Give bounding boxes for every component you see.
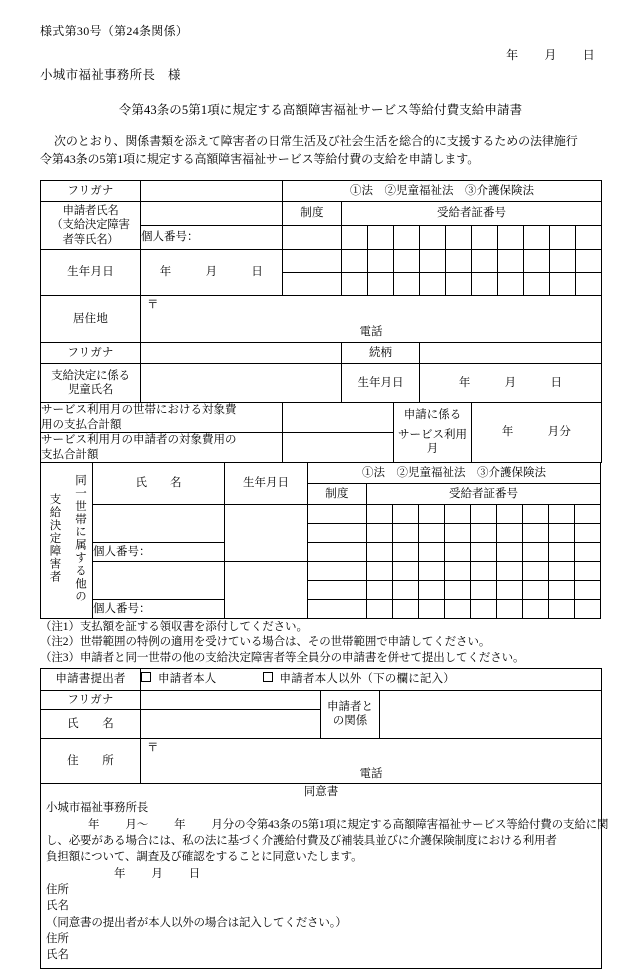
cert-cell[interactable] — [446, 226, 472, 250]
cert-cell[interactable] — [575, 543, 601, 562]
table-row — [41, 343, 602, 364]
consent-date-year: 年 — [114, 867, 126, 880]
cert-cell[interactable] — [576, 226, 602, 250]
cert-cell[interactable] — [550, 226, 576, 250]
table-row — [41, 364, 602, 403]
consent-line-2: し、必要がある場合には、私の法に基づく介護給付費及び補装具並びに介護保険制度における利用者 — [46, 834, 557, 847]
cert-cell[interactable] — [523, 600, 549, 619]
cert-cell[interactable] — [394, 273, 420, 296]
applicant-total-label — [41, 433, 283, 463]
note-2: （注2）世帯範囲の特例の適用を受けている場合は、その世帯範囲で申請してください。 — [40, 636, 491, 649]
cert-cell[interactable] — [342, 250, 368, 273]
applicant-name-value[interactable] — [141, 202, 283, 226]
cert-cell[interactable] — [342, 226, 368, 250]
form-number: 様式第30号（第24条関係） — [40, 24, 189, 38]
cert-cell[interactable] — [523, 524, 549, 543]
cert-cell[interactable] — [393, 524, 419, 543]
cert-cell[interactable] — [368, 226, 394, 250]
header-date-month: 月 — [544, 48, 557, 62]
note-3: （注3）申請者と同一世帯の他の支給決定障害者等全員分の申請書を併せて提出してください。 — [40, 651, 525, 664]
service-month-year: 年 — [501, 426, 514, 439]
household-system-cell[interactable] — [308, 562, 367, 581]
child-name-label-line1: 支給決定に係る — [51, 369, 130, 382]
cert-cell[interactable] — [419, 524, 445, 543]
table-row — [41, 505, 601, 524]
applicant-birth-month: 月 — [205, 266, 218, 279]
household-birth-header: 生年月日 — [225, 463, 308, 505]
consent-addressee: 小城市福祉事務所長 — [46, 802, 149, 815]
household-member-1-my-number[interactable] — [93, 543, 225, 562]
cert-cell[interactable] — [446, 250, 472, 273]
submitter-other-checkbox[interactable] — [263, 672, 273, 682]
household-total-label — [41, 403, 283, 433]
submitter-furigana-label: フリガナ — [41, 690, 141, 709]
applicant-name-label-line2: （支給決定障害 — [51, 219, 130, 232]
consent-period-month-to: 月分の令第43条の5第1項に規定する高額障害福祉サービス等給付費の支給に関 — [211, 818, 609, 831]
cert-cell[interactable] — [576, 250, 602, 273]
table-row — [41, 600, 601, 619]
household-member-1-my-number-label: 個人番号： — [93, 545, 151, 558]
applicant-total-line2: 支払合計額 — [41, 448, 99, 461]
table-row — [41, 690, 602, 709]
household-member-2-birth[interactable] — [225, 562, 308, 619]
cert-cell[interactable] — [342, 273, 368, 296]
cert-cell[interactable] — [394, 250, 420, 273]
table-row — [41, 668, 602, 690]
child-name-label-line2: 児童氏名 — [68, 384, 113, 396]
child-name-label — [41, 364, 141, 403]
consent-proxy-note: （同意書の提出者が本人以外の場合は記入してください。） — [46, 916, 347, 929]
child-birth-label: 生年月日 — [342, 364, 420, 403]
service-month-month: 月分 — [547, 426, 572, 439]
submitter-name-label: 氏 名 — [41, 709, 141, 738]
submitter-relation-value[interactable] — [380, 690, 602, 738]
applicant-name-label — [41, 202, 141, 250]
cert-cell[interactable] — [523, 581, 549, 600]
applicant-name-label-line1: 申請者氏名 — [62, 204, 119, 217]
cert-cell[interactable] — [394, 226, 420, 250]
consent-proxy-name-label[interactable]: 氏名 — [46, 949, 69, 962]
cert-cell[interactable] — [393, 562, 419, 581]
table-row — [41, 250, 602, 273]
consent-date-line — [46, 866, 596, 882]
consent-title: 同意書 — [303, 785, 339, 798]
household-name-header: 氏 名 — [93, 463, 225, 505]
applicant-birth-day: 日 — [251, 266, 264, 279]
table-row — [41, 403, 602, 433]
applicant-birth-label: 生年月日 — [41, 250, 141, 296]
cert-cell[interactable] — [523, 562, 549, 581]
service-month-label-line2: サービス利用月 — [398, 428, 467, 456]
submitter-relation-label-line1: 申請者と — [327, 700, 373, 713]
household-total-line1: サービス利用月の世帯における対象費 — [41, 404, 237, 417]
intro-line-2: 令第43条の5第1項に規定する高額障害福祉サービス等給付費の支給を申請します。 — [40, 152, 480, 166]
cert-cell[interactable] — [524, 273, 550, 296]
consent-date-month: 月 — [151, 867, 163, 880]
cert-cell[interactable] — [367, 562, 393, 581]
cert-cell[interactable] — [549, 600, 575, 619]
residence-label: 居住地 — [41, 296, 141, 343]
cert-cell[interactable] — [523, 543, 549, 562]
cert-cell[interactable] — [575, 600, 601, 619]
cert-cell[interactable] — [420, 273, 446, 296]
consent-date-day: 日 — [188, 867, 201, 880]
household-system-cell[interactable] — [308, 524, 367, 543]
household-member-1-name[interactable] — [93, 505, 225, 543]
header-date-year: 年 — [506, 48, 519, 62]
consent-line-3: 負担額について、調査及び確認をすることに同意いたします。 — [46, 851, 363, 864]
residence-tel-label: 電話 — [359, 326, 383, 339]
applicant-name-label-line3: 者等氏名） — [62, 233, 119, 246]
applicant-total-line1: サービス利用月の申請者の対象費用の — [41, 434, 237, 447]
applicant-furigana-value[interactable] — [141, 181, 283, 202]
household-system-cell[interactable] — [308, 600, 367, 619]
submitter-option-self: 申請者本人 — [158, 673, 217, 686]
submitter-tel-label: 電話 — [359, 768, 383, 781]
cert-cell[interactable] — [498, 226, 524, 250]
cert-cell[interactable] — [367, 524, 393, 543]
cert-cell[interactable] — [471, 524, 497, 543]
cert-cell[interactable] — [472, 273, 498, 296]
applicant-furigana-label: フリガナ — [41, 181, 141, 202]
cert-cell[interactable] — [471, 543, 497, 562]
cert-cell[interactable] — [472, 250, 498, 273]
cert-cell[interactable] — [549, 581, 575, 600]
submitter-relation-label — [321, 690, 380, 738]
cert-cell[interactable] — [420, 250, 446, 273]
applicant-total-value[interactable] — [283, 433, 394, 463]
household-vertical-label-left — [41, 463, 67, 619]
cert-cell[interactable] — [576, 273, 602, 296]
applicant-birth-year: 年 — [159, 266, 172, 279]
consent-period-month-from: 月～ — [125, 818, 149, 831]
cert-cell[interactable] — [524, 226, 550, 250]
cert-cell[interactable] — [498, 273, 524, 296]
child-birth-year: 年 — [458, 376, 471, 389]
cert-cell[interactable] — [497, 600, 523, 619]
household-system-cell[interactable] — [308, 505, 367, 524]
cert-cell[interactable] — [393, 600, 419, 619]
page-title: 令第43条の5第1項に規定する高額障害福祉サービス等給付費支給申請書 — [118, 103, 523, 117]
applicant-law-options: ①法 ②児童福祉法 ③介護保険法 — [283, 181, 602, 202]
cert-cell[interactable] — [575, 505, 601, 524]
cert-cell[interactable] — [419, 505, 445, 524]
table-row — [41, 543, 601, 562]
header-date-day: 日 — [582, 48, 595, 62]
child-birth-day: 日 — [550, 376, 563, 389]
cert-cell[interactable] — [498, 250, 524, 273]
cert-cell[interactable] — [471, 505, 497, 524]
cert-cell[interactable] — [445, 505, 471, 524]
cert-cell[interactable] — [550, 250, 576, 273]
table-row — [41, 296, 602, 343]
household-member-1-birth[interactable] — [225, 505, 308, 562]
child-relation-label: 続柄 — [342, 343, 420, 364]
household-vertical-label-left-text: 支給決定障害者 — [48, 493, 61, 584]
household-member-2-my-number-label: 個人番号： — [93, 602, 151, 615]
household-total-value[interactable] — [283, 403, 394, 433]
cert-cell[interactable] — [497, 505, 523, 524]
child-furigana-value[interactable] — [141, 343, 342, 364]
cert-cell[interactable] — [445, 581, 471, 600]
cert-cell[interactable] — [549, 562, 575, 581]
cert-cell[interactable] — [549, 543, 575, 562]
household-law-options: ①法 ②児童福祉法 ③介護保険法 — [308, 463, 601, 484]
household-vertical-label-right-text: 同一世帯に属する他の — [74, 473, 86, 603]
cert-cell[interactable] — [445, 600, 471, 619]
submitter-name-value[interactable] — [141, 709, 321, 738]
household-vertical-label-right — [67, 463, 93, 619]
applicant-birth-value[interactable] — [141, 250, 283, 296]
cert-cell[interactable] — [445, 524, 471, 543]
cert-cell[interactable] — [549, 505, 575, 524]
cert-cell[interactable] — [367, 581, 393, 600]
cert-cell[interactable] — [367, 505, 393, 524]
submitter-options — [141, 668, 602, 690]
cert-cell[interactable] — [445, 562, 471, 581]
cert-cell[interactable] — [419, 562, 445, 581]
consent-name-label[interactable]: 氏名 — [46, 900, 69, 913]
household-member-2-my-number[interactable] — [93, 600, 225, 619]
cert-cell[interactable] — [472, 226, 498, 250]
cert-cell[interactable] — [368, 273, 394, 296]
cert-cell[interactable] — [445, 543, 471, 562]
cert-cell[interactable] — [497, 581, 523, 600]
child-furigana-label: フリガナ — [41, 343, 141, 364]
submitter-option-other: 申請者本人以外（下の欄に記入） — [279, 673, 455, 686]
cert-cell[interactable] — [446, 273, 472, 296]
cert-cell[interactable] — [497, 524, 523, 543]
cert-cell[interactable] — [419, 543, 445, 562]
residence-value[interactable] — [141, 296, 602, 343]
service-month-label-line1: 申請に係る — [403, 409, 462, 422]
postal-mark-icon: 〒 — [147, 299, 159, 311]
household-members-table — [40, 462, 601, 619]
cert-cell[interactable] — [471, 581, 497, 600]
table-row — [41, 738, 602, 783]
applicant-my-number-field[interactable] — [141, 226, 283, 250]
table-row — [41, 202, 602, 226]
household-system-cell[interactable] — [308, 581, 367, 600]
cert-cell[interactable] — [471, 600, 497, 619]
applicant-system-cell-3[interactable] — [283, 273, 342, 296]
table-row — [41, 463, 601, 484]
child-relation-value[interactable] — [420, 343, 602, 364]
intro-paragraph — [40, 132, 601, 168]
consent-section — [41, 783, 609, 968]
table-row — [41, 562, 601, 581]
household-system-cell[interactable] — [308, 543, 367, 562]
cert-cell[interactable] — [524, 250, 550, 273]
consent-proxy-address-label[interactable]: 住所 — [46, 932, 69, 945]
addressee: 小城市福祉事務所長 様 — [40, 68, 181, 82]
consent-period-year-from: 年 — [88, 818, 100, 831]
cert-cell[interactable] — [368, 250, 394, 273]
household-certificate-number-label: 受給者証番号 — [367, 484, 601, 505]
cert-cell[interactable] — [549, 524, 575, 543]
table-row — [41, 181, 602, 202]
service-month-label — [394, 403, 472, 463]
consent-period-line — [46, 817, 609, 833]
cert-cell[interactable] — [419, 600, 445, 619]
cert-cell[interactable] — [523, 505, 549, 524]
household-member-2-name[interactable] — [93, 562, 225, 600]
cert-cell[interactable] — [419, 581, 445, 600]
cert-cell[interactable] — [497, 562, 523, 581]
submitter-furigana-value[interactable] — [141, 690, 321, 709]
applicant-system-cell-1[interactable] — [283, 226, 342, 250]
applicant-system-cell-2[interactable] — [283, 250, 342, 273]
child-birth-value[interactable] — [420, 364, 602, 403]
submitter-address-value[interactable] — [141, 738, 602, 783]
cert-cell[interactable] — [575, 581, 601, 600]
submitter-self-checkbox[interactable] — [141, 672, 151, 682]
cert-cell[interactable] — [497, 543, 523, 562]
applicant-table — [40, 180, 602, 463]
submitter-postal-mark-icon: 〒 — [147, 741, 159, 754]
cert-cell[interactable] — [420, 226, 446, 250]
cert-cell[interactable] — [367, 543, 393, 562]
header-date-line — [40, 46, 601, 63]
submitter-label: 申請書提出者 — [41, 668, 141, 690]
cert-cell[interactable] — [393, 543, 419, 562]
submitter-relation-label-line2: の関係 — [332, 715, 368, 728]
cert-cell[interactable] — [550, 273, 576, 296]
consent-address-label[interactable]: 住所 — [46, 883, 69, 896]
consent-period-year-to: 年 — [174, 818, 186, 831]
submitter-table — [40, 668, 609, 969]
submitter-address-label: 住 所 — [41, 738, 141, 783]
notes-block — [40, 620, 601, 666]
cert-cell[interactable] — [393, 581, 419, 600]
intro-line-1: 次のとおり、関係書類を添えて障害者の日常生活及び社会生活を総合的に支援するための法律施行 — [54, 134, 578, 148]
cert-cell[interactable] — [575, 562, 601, 581]
applicant-certificate-number-label: 受給者証番号 — [342, 202, 602, 226]
note-1: （注1）支払額を証する領収書を添付してください。 — [40, 621, 308, 633]
applicant-system-label: 制度 — [283, 202, 342, 226]
child-name-value[interactable] — [141, 364, 342, 403]
child-birth-month: 月 — [504, 376, 517, 389]
applicant-my-number-label: 個人番号： — [141, 231, 199, 244]
table-row — [41, 783, 602, 968]
cert-cell[interactable] — [393, 505, 419, 524]
cert-cell[interactable] — [367, 600, 393, 619]
household-system-label: 制度 — [308, 484, 367, 505]
consent-body — [41, 799, 609, 967]
cert-cell[interactable] — [471, 562, 497, 581]
service-month-value[interactable] — [472, 403, 602, 463]
household-total-line2: 用の支払合計額 — [41, 418, 122, 431]
cert-cell[interactable] — [575, 524, 601, 543]
